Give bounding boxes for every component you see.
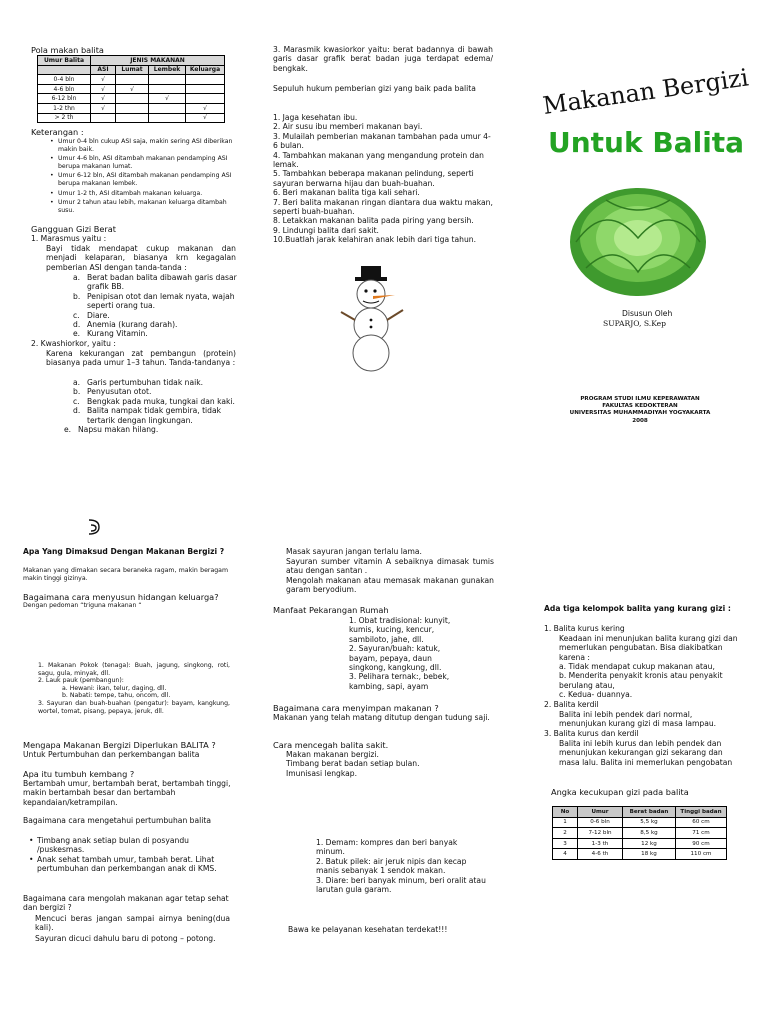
list-item: c. Diare. — [73, 310, 110, 320]
pola-table — [37, 55, 225, 123]
prodi: PROGRAM STUDI ILMU KEPERAWATAN — [580, 396, 700, 402]
list-item: 4. Tambahkan makanan yang mengandung protein dan lemak. — [273, 150, 484, 170]
angka-table: No Umur Berat badan Tinggi badan 1 0-6 bln 5,5 kg 60 cm 2 7-12 bln 8,5 kg 71 cm 3 1-3 th 12 kg 90 cm 4 4-6 th 18 kg 110 cm — [552, 806, 727, 860]
list-item: 2. Sayuran/buah: katuk, bayam, pepaya, daun singkong, kangkung, dll. — [349, 644, 442, 673]
list-item: • Anak sehat tambah umur, tambah berat. Lihat pertumbuhan dan perkembangan anak di KMS. — [37, 855, 233, 874]
list-item: 6. Beri makanan balita tiga kali sehari. — [273, 188, 420, 198]
question-makanan-bergizi: Apa Yang Dimaksud Dengan Makanan Bergizi ? — [23, 547, 225, 556]
question-diperlukan: Mengapa Makanan Bergizi Diperlukan BALITA ? — [23, 740, 216, 750]
list-item: • Timbang anak setiap bulan di posyandu /puskesmas. — [37, 836, 233, 855]
kelompok-1: 1. Balita kurus kering — [544, 624, 625, 633]
swirl-icon — [86, 517, 102, 541]
table-row: 6-12 bln √ √ — [38, 94, 225, 104]
bawa-note: Bawa ke pelayanan kesehatan terdekat!!! — [288, 925, 448, 934]
list-item: • Umur 6-12 bln, ASI ditambah makanan pendamping ASI berupa makanan lembek. — [58, 172, 236, 187]
list-item: 10.Buatlah jarak kelahiran anak lebih dari tiga tahun. — [273, 235, 477, 245]
list-item: • Umur 1-2 th, ASI ditambah makanan keluarga. — [58, 190, 236, 198]
hukum-list — [273, 113, 495, 245]
angka-title: Angka kecukupan gizi pada balita — [551, 787, 689, 797]
university: UNIVERSITAS MUHAMMADIYAH YOGYAKARTA — [569, 410, 711, 417]
institution-block — [555, 396, 725, 425]
list-item: • Umur 0-4 bln cukup ASI saja, makin sering ASI diberikan makin baik. — [58, 138, 236, 153]
marasmus-title: 1. Marasmus yaitu : — [31, 234, 107, 243]
list-item: Makan makanan bergizi. — [286, 750, 379, 759]
list-item: c. Kedua- duannya. — [559, 690, 633, 700]
list-item: a. Tidak mendapat cukup makanan atau, — [559, 662, 715, 671]
list-item: 7. Beri balita makanan ringan diantara dua waktu makan, seperti buah-buahan. — [273, 197, 493, 217]
cegah-list — [286, 750, 420, 778]
sakit-list — [316, 838, 488, 894]
list-item: 8. Letakkan makanan balita pada piring yang bersih. — [273, 216, 474, 226]
kwash-title: 2. Kwashiorkor, yaitu : — [31, 339, 116, 348]
table-row: 3 1-3 th 12 kg 90 cm — [553, 838, 727, 849]
marasmik-item: 3. Marasmik kwasiorkor yaitu: berat badannya di bawah garis dasar grafik berat badan juga terdapat edema/ bengkak. — [273, 45, 493, 73]
list-item: 3. Pelihara ternak:, bebek, kambing, sapi, ayam — [349, 672, 450, 691]
sub-keluarga: Keluarga — [186, 65, 225, 75]
question-hidangan: Bagaimana cara menyusun hidangan keluarga? — [23, 592, 219, 602]
answer-diperlukan: Untuk Pertumbuhan dan perkembangan balita — [23, 750, 200, 759]
list-item: 3. Mulailah pemberian makanan tambahan pada umur 4-6 bulan. — [273, 131, 491, 151]
answer-makanan-bergizi: Makanan yang dimakan secara beraneka ragam, makin beragam makin tinggi gizinya. — [23, 567, 228, 582]
disusun-label: Disusun Oleh — [622, 309, 673, 318]
list-item: d. Balita nampak tidak gembira, tidak tertarik dengan lingkungan. — [73, 406, 222, 425]
kelompok-title: Ada tiga kelompok balita yang kurang gizi : — [544, 604, 731, 613]
masak-2: Sayuran sumber vitamin A sebaiknya dimasak tumis atau dengan santan . — [286, 557, 494, 576]
masak-1: Masak sayuran jangan terlalu lama. — [286, 547, 422, 556]
list-item: 2. Air susu ibu memberi makanan bayi. — [273, 122, 423, 132]
hukum-title: Sepuluh hukum pemberian gizi yang baik pada balita — [273, 84, 476, 93]
keterangan-title: Keterangan : — [31, 127, 84, 137]
list-item: Timbang berat badan setiap bulan. — [286, 759, 420, 769]
masak-3: Mengolah makanan atau memasak makanan gunakan garam beryodium. — [286, 576, 494, 595]
answer-hidangan: Dengan pedoman “triguna makanan “ — [23, 602, 142, 609]
kelompok-1-list — [559, 662, 745, 700]
year: 2008 — [632, 417, 648, 424]
cover-title-line2: Untuk Balita — [548, 126, 745, 159]
list-item: 9. Lindungi balita dari sakit. — [273, 225, 379, 235]
kelompok-1-text: Keadaan ini menunjukan balita kurang gizi dan memerlukan pengubatan. Bisa diakibatkan karena : — [559, 634, 738, 662]
question-tumbuh-kembang: Apa itu tumbuh kembang ? — [23, 769, 135, 779]
list-item: • Umur 2 tahun atau lebih, makanan keluarga ditambah susu. — [58, 199, 236, 214]
col-umur: Umur Balita — [38, 56, 91, 66]
table-row: 1-2 thn √ √ — [38, 103, 225, 113]
list-item: d. Anemia (kurang darah). — [73, 320, 178, 330]
list-item: b. Penipisan otot dan lemak nyata, wajah seperti orang tua. — [73, 291, 235, 311]
simpan-title: Bagaimana cara menyimpan makanan ? — [273, 703, 439, 713]
list-item: 1. Makanan Pokok (tenaga): Buah, jagung, singkong, roti, sagu, gula, minyak, dll. — [38, 662, 230, 677]
sub-asi: ASI — [91, 65, 116, 75]
list-item: b. Nabati: tempe, tahu, oncom, dll. — [62, 692, 171, 700]
list-item: Imunisasi lengkap. — [286, 768, 358, 778]
marasmus-text: Bayi tidak mendapat cukup makanan dan menjadi kelaparan, biasanya krn kegagalan pemberian ASI dengan tanda-tanda : — [46, 244, 236, 272]
list-item: 2. Lauk pauk (pembangun): — [38, 677, 124, 685]
list-item: a. Hewani: ikan, telur, daging, dll. — [62, 684, 167, 692]
cegah-title: Cara mencegah balita sakit. — [273, 740, 389, 750]
list-item: e. Kurang Vitamin. — [73, 329, 148, 339]
keterangan-list — [58, 138, 236, 214]
kelompok-3: 3. Balita kurus dan kerdil — [544, 729, 639, 738]
sub-lembek: Lembek — [149, 65, 186, 75]
table-row: 4 4-6 th 18 kg 110 cm — [553, 849, 727, 860]
list-item: b. Menderita penyakit kronis atau penyakit berulang atau, — [559, 671, 723, 690]
list-item: b. Penyusutan otot. — [73, 387, 152, 397]
kelompok-3-text: Balita ini lebih kurus dan lebih pendek dan menunjukan kekurangan gizi sekarang dan masa lalu. Balita ini memerlukan pengobatan — [559, 739, 733, 767]
table-row: 1 0-6 bln 5,5 kg 60 cm — [553, 817, 727, 828]
list-item: a. Berat badan balita dibawah garis dasar grafik BB. — [73, 273, 237, 292]
list-item: • Umur 4-6 bln, ASI ditambah makanan pendamping ASI berupa makanan lumat. — [58, 155, 236, 170]
list-item: 1. Jaga kesehatan ibu. — [273, 113, 358, 122]
table-row: > 2 th √ — [38, 113, 225, 123]
answer-mengolah-2: Sayuran dicuci dahulu baru di potong – potong. — [35, 934, 216, 943]
col-jenis: JENIS MAKANAN — [91, 56, 225, 66]
author-name: SUPARJO, S.Kep — [603, 319, 667, 328]
list-item: e. Napsu makan hilang. — [64, 425, 159, 435]
manfaat-list — [349, 616, 469, 691]
triguna-list — [38, 662, 230, 715]
cover-title-line1: Makanan Bergizi — [541, 63, 751, 120]
kwash-text: Karena kekurangan zat pembangun (protein) biasanya pada umur 1–3 tahun. Tanda-tandanya : — [46, 349, 236, 368]
list-item: 3. Sayuran dan buah-buahan (pengatur): bayam, kangkung, wortel, tomat, pisang, pepaya, jeruk, dll. — [38, 699, 230, 715]
answer-mengolah-1: Mencuci beras jangan sampai airnya bening(dua kali). — [35, 914, 230, 933]
question-mengolah: Bagaimana cara mengolah makanan agar tetap sehat dan bergizi ? — [23, 894, 229, 913]
kelompok-2: 2. Balita kerdil — [544, 700, 599, 709]
marasmus-list — [73, 273, 238, 339]
table-row: 4-6 bln √ √ — [38, 84, 225, 94]
snowman-illustration — [335, 262, 415, 376]
answer-tumbuh-kembang: Bertambah umur, bertambah berat, bertambah tinggi, makin bertambah besar dan bertambah kepandaian/ketrampilan. — [23, 779, 231, 807]
question-pertumbuhan: Bagaimana cara mengetahui pertumbuhan balita — [23, 816, 212, 825]
list-item: 2. Batuk pilek: air jeruk nipis dan kecap manis sebanyak 1 sendok makan. — [316, 856, 467, 876]
pola-title: Pola makan balita — [31, 45, 104, 55]
fakultas: FAKULTAS KEDOKTERAN — [602, 403, 678, 410]
gangguan-title: Gangguan Gizi Berat — [31, 224, 116, 234]
kelompok-2-text: Balita ini lebih pendek dari normal, menunjukan kurang gizi di masa lampau. — [559, 710, 717, 729]
list-item: c. Bengkak pada muka, tungkai dan kaki. — [73, 396, 235, 406]
sub-lumat: Lumat — [116, 65, 149, 75]
list-item: 5. Tambahkan beberapa makanan pelindung, seperti sayuran berwarna hijau dan buah-buahan. — [273, 169, 474, 188]
manfaat-title: Manfaat Pekarangan Rumah — [273, 605, 389, 615]
table-row: 0-4 bln √ — [38, 75, 225, 85]
list-item: a. Garis pertumbuhan tidak naik. — [73, 378, 204, 387]
cabbage-illustration — [566, 180, 711, 304]
list-item: 1. Demam: kompres dan beri banyak minum. — [316, 838, 458, 857]
simpan-text: Makanan yang telah matang ditutup dengan tudung saji. — [273, 713, 490, 722]
pertumbuhan-list — [37, 836, 233, 874]
kwash-list — [64, 378, 245, 435]
list-item: 1. Obat tradisional: kunyit, kumis, kucing, kencur, sambiloto, jahe, dll. — [349, 616, 451, 644]
list-item: 3. Diare: beri banyak minum, beri oralit atau larutan gula garam. — [316, 875, 486, 895]
table-row: 2 7-12 bln 8,5 kg 71 cm — [553, 828, 727, 839]
